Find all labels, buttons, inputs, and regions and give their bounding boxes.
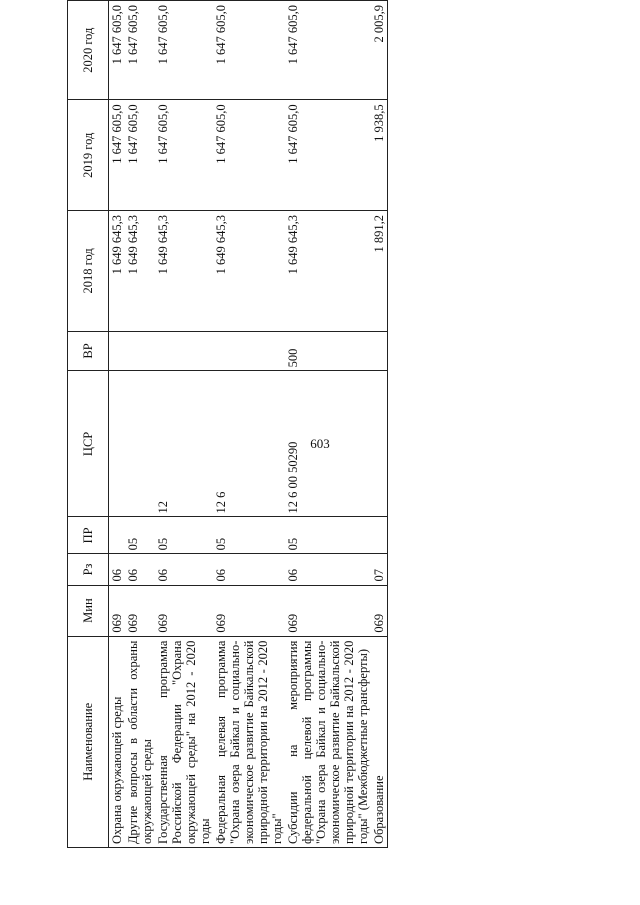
row-2019: 1 647 605,0 xyxy=(155,100,213,211)
row-2020: 1 647 605,0 xyxy=(155,1,213,100)
row-csr: 12 6 xyxy=(213,371,285,517)
row-2020: 1 647 605,0 xyxy=(109,1,126,100)
table-row xyxy=(285,1,371,848)
row-csr xyxy=(371,371,388,517)
row-name: Федеральная целевая программа "Охрана озера Байкал и социально-экономическое развитие Байкальской природной территории на 2012 - 2020 годы" xyxy=(213,636,285,847)
row-2018: 1 649 645,3 xyxy=(155,211,213,332)
table-row xyxy=(213,1,285,848)
row-vr: 500 xyxy=(285,331,371,371)
row-2019: 1 938,5 xyxy=(371,100,388,211)
row-min: 069 xyxy=(285,585,371,636)
row-name: Государственная программа Российской Федерации "Охрана окружающей среды" на 2012 - 2020 годы xyxy=(155,636,213,847)
row-pr: 05 xyxy=(155,517,213,554)
row-vr xyxy=(155,331,213,371)
row-2018: 1 649 645,3 xyxy=(125,211,155,332)
page-number: 603 xyxy=(310,436,330,451)
row-2018: 1 649 645,3 xyxy=(213,211,285,332)
row-csr: 12 xyxy=(155,371,213,517)
table-header-row xyxy=(68,1,109,848)
row-min: 069 xyxy=(155,585,213,636)
row-rz: 06 xyxy=(125,554,155,585)
row-min: 069 xyxy=(109,585,126,636)
row-pr xyxy=(109,517,126,554)
row-rz: 07 xyxy=(371,554,388,585)
row-vr xyxy=(213,331,285,371)
row-2019: 1 647 605,0 xyxy=(285,100,371,211)
row-csr: 12 6 00 50290 xyxy=(285,371,371,517)
row-pr: 05 xyxy=(213,517,285,554)
row-rz: 06 xyxy=(213,554,285,585)
row-csr xyxy=(125,371,155,517)
row-2019: 1 647 605,0 xyxy=(109,100,126,211)
header-rz: Рз xyxy=(68,554,109,585)
row-pr: 05 xyxy=(125,517,155,554)
row-2020: 1 647 605,0 xyxy=(125,1,155,100)
row-2020: 1 647 605,0 xyxy=(285,1,371,100)
table-row xyxy=(371,1,388,848)
row-2018: 1 649 645,3 xyxy=(109,211,126,332)
header-vr: ВР xyxy=(68,331,109,371)
header-2019: 2019 год xyxy=(68,100,109,211)
row-name: Образование xyxy=(371,636,388,847)
budget-table xyxy=(67,0,388,848)
row-min: 069 xyxy=(371,585,388,636)
row-min: 069 xyxy=(213,585,285,636)
header-2020: 2020 год xyxy=(68,1,109,100)
row-pr xyxy=(371,517,388,554)
row-name: Охрана окружающей среды xyxy=(109,636,126,847)
row-2019: 1 647 605,0 xyxy=(125,100,155,211)
table-row xyxy=(109,1,126,848)
row-rz: 06 xyxy=(109,554,126,585)
row-2018: 1 649 645,3 xyxy=(285,211,371,332)
row-min: 069 xyxy=(125,585,155,636)
row-vr xyxy=(125,331,155,371)
table-row xyxy=(155,1,213,848)
row-vr xyxy=(109,331,126,371)
header-csr: ЦСР xyxy=(68,371,109,517)
row-2020: 1 647 605,0 xyxy=(213,1,285,100)
row-2020: 2 005,9 xyxy=(371,1,388,100)
table-row xyxy=(125,1,155,848)
row-name: Субсидии на мероприятия федеральной целевой программы "Охрана озера Байкал и социально-экономическое развитие Байкальской природной территории на 2012 - 2020 годы" (Межбюджетные трансферты) xyxy=(285,636,371,847)
header-2018: 2018 год xyxy=(68,211,109,332)
row-name: Другие вопросы в области охраны окружающей среды xyxy=(125,636,155,847)
row-2018: 1 891,2 xyxy=(371,211,388,332)
row-csr xyxy=(109,371,126,517)
row-2019: 1 647 605,0 xyxy=(213,100,285,211)
header-pr: ПР xyxy=(68,517,109,554)
row-pr: 05 xyxy=(285,517,371,554)
header-min: Мин xyxy=(68,585,109,636)
row-vr xyxy=(371,331,388,371)
header-name: Наименование xyxy=(68,636,109,847)
budget-table-rotated xyxy=(67,0,552,848)
row-rz: 06 xyxy=(285,554,371,585)
row-rz: 06 xyxy=(155,554,213,585)
